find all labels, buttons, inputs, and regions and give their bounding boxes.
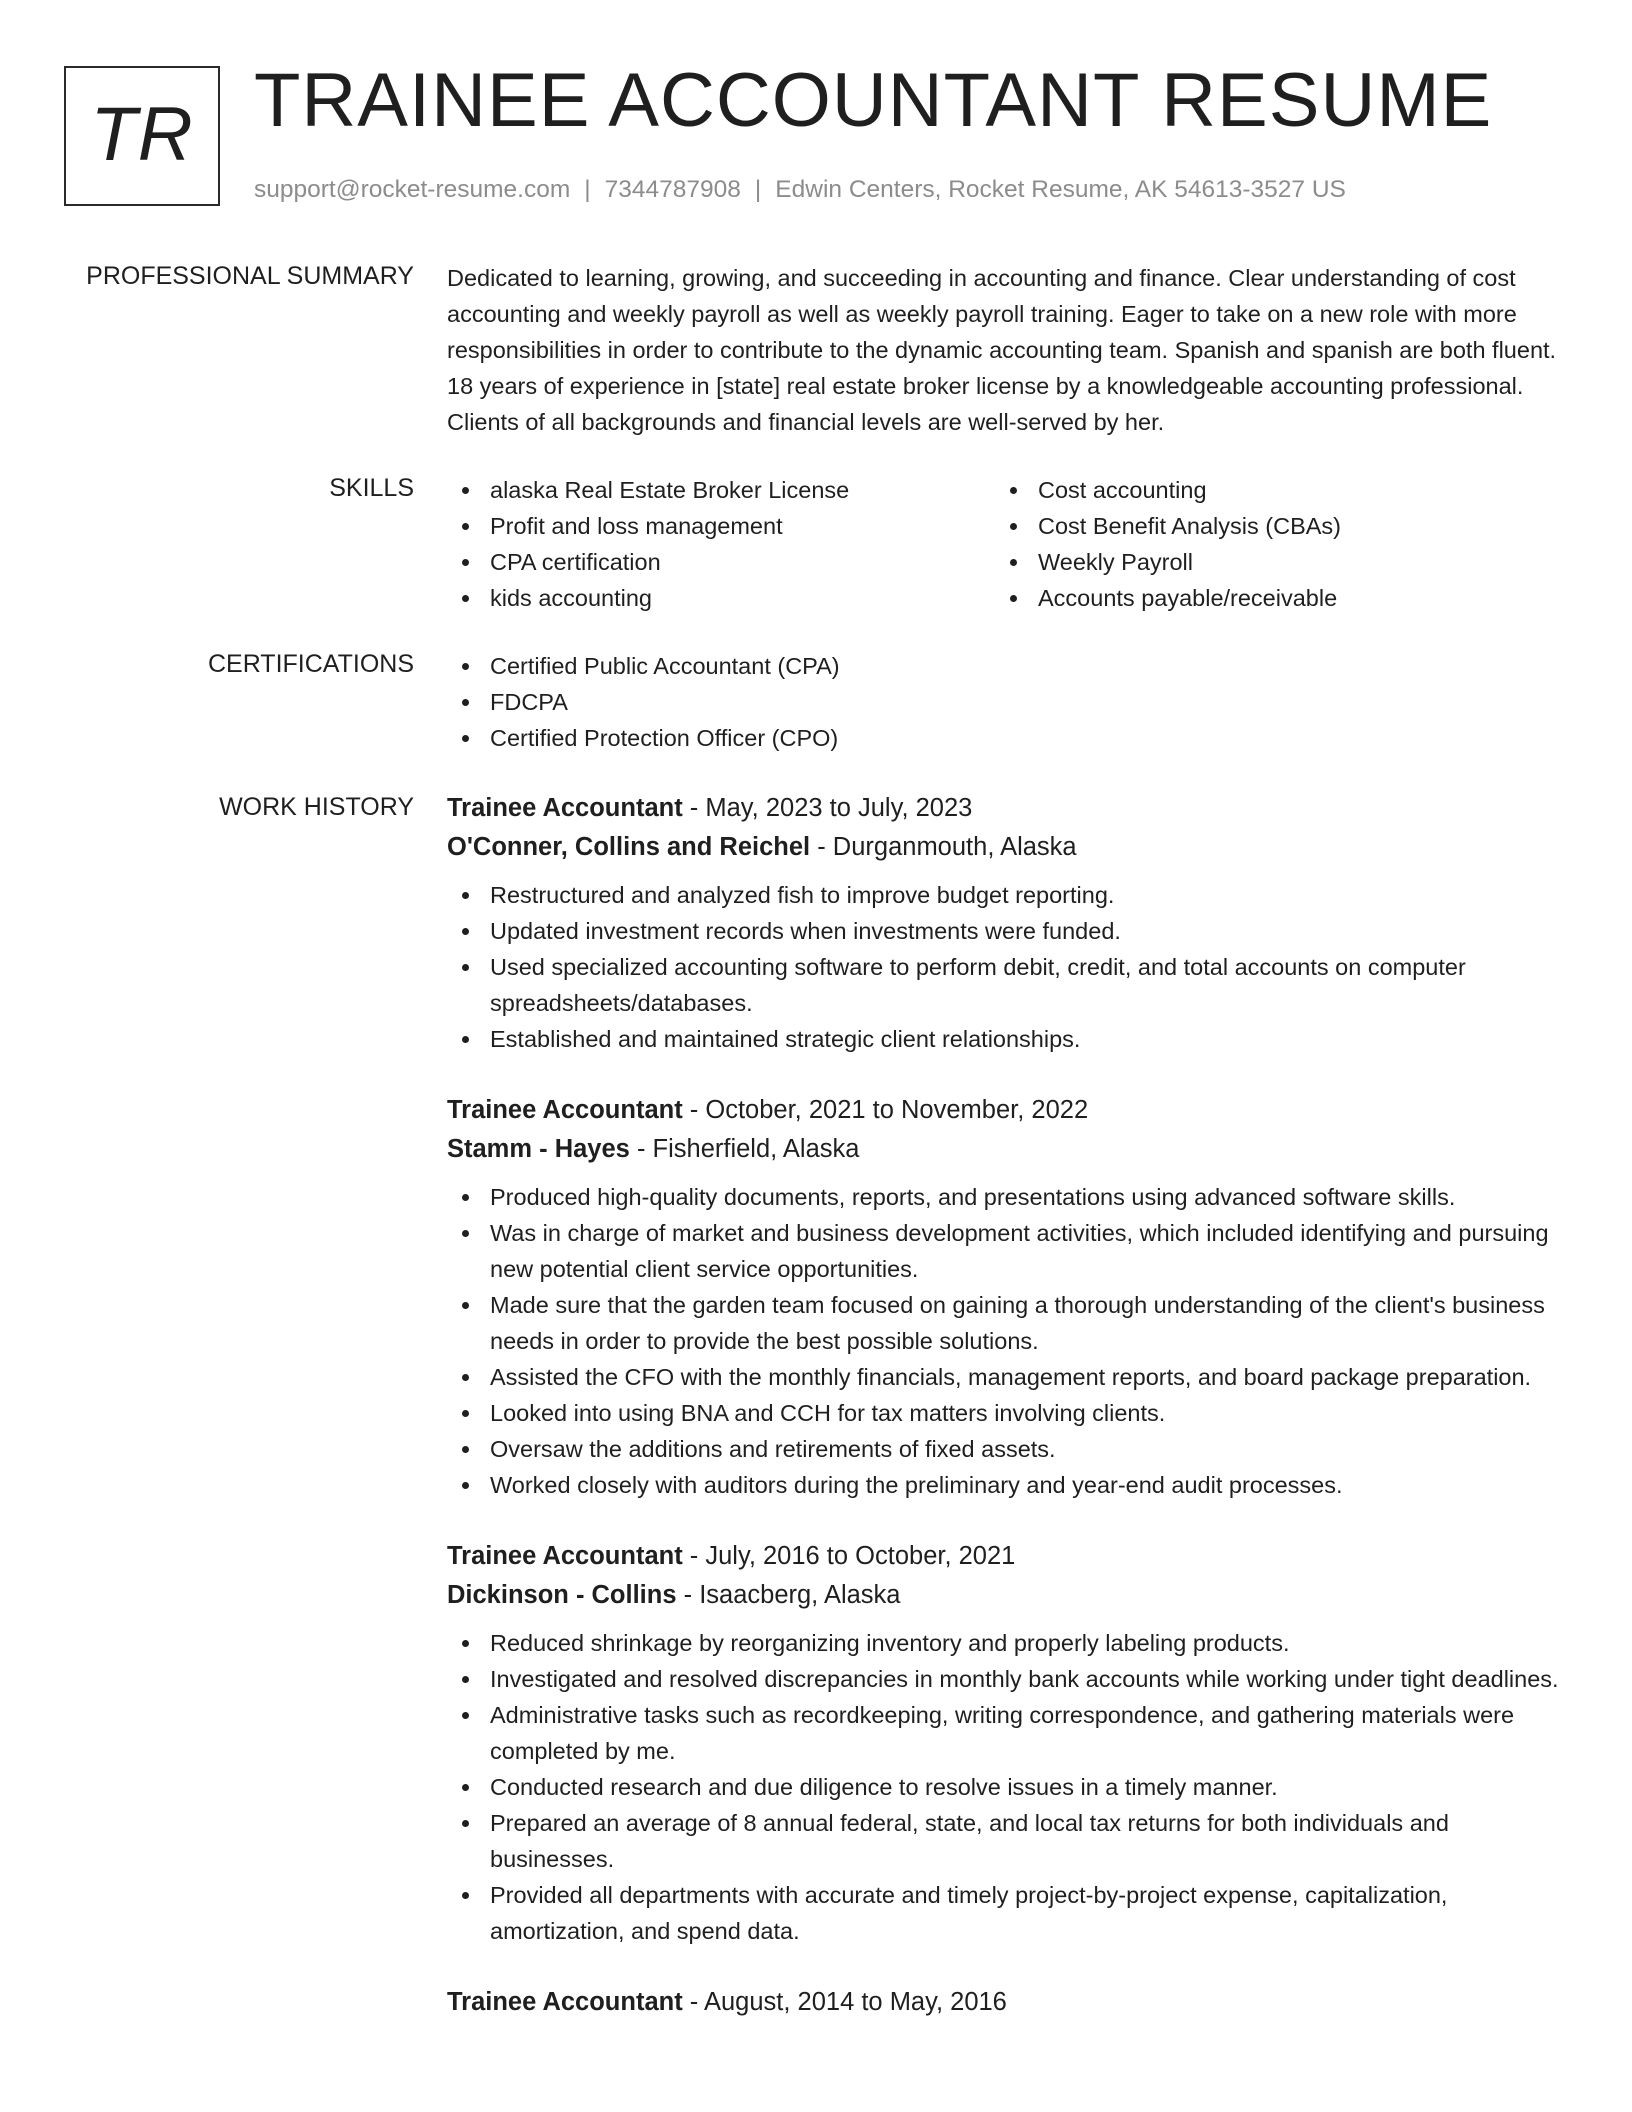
skill-item: Accounts payable/receivable (995, 580, 1543, 616)
job-duties-list (447, 1625, 1567, 1949)
job-title: Trainee Accountant (447, 1096, 683, 1124)
job-duty-item: Produced high-quality documents, reports, and presentations using advanced software skills. (447, 1179, 1567, 1215)
job-title-line (447, 1983, 1567, 2021)
job-duty-item: Conducted research and due diligence to resolve issues in a timely manner. (447, 1769, 1567, 1805)
skill-item: CPA certification (447, 544, 995, 580)
monogram-box (64, 66, 220, 206)
job-duties-list (447, 1179, 1567, 1503)
job-duty-item: Was in charge of market and business development activities, which included identifying and pursuing new potential client service opportunities. (447, 1215, 1567, 1287)
skills-list (447, 472, 1567, 616)
certification-item: FDCPA (447, 684, 1567, 720)
job-duty-item: Looked into using BNA and CCH for tax matters involving clients. (447, 1395, 1567, 1431)
contact-separator: | (754, 176, 762, 203)
job-title: Trainee Accountant (447, 1988, 683, 2016)
job-duty-item: Updated investment records when investments were funded. (447, 913, 1567, 949)
job-duties-list (447, 877, 1567, 1057)
skills-body (447, 472, 1567, 616)
job-entry (447, 1091, 1567, 1503)
skill-item: Profit and loss management (447, 508, 995, 544)
job-company: Dickinson - Collins (447, 1581, 677, 1609)
job-duty-item: Established and maintained strategic client relationships. (447, 1021, 1567, 1057)
job-duty-item: Reduced shrinkage by reorganizing inventory and properly labeling products. (447, 1625, 1567, 1661)
job-entry (447, 789, 1567, 1057)
certifications-heading: CERTIFICATIONS (207, 650, 414, 678)
skill-item: Cost Benefit Analysis (CBAs) (995, 508, 1543, 544)
job-duty-item: Worked closely with auditors during the preliminary and year-end audit processes. (447, 1467, 1567, 1503)
certifications-body (447, 648, 1567, 756)
summary-text: Dedicated to learning, growing, and succeeding in accounting and finance. Clear understanding of cost accounting and weekly payroll as well as weekly payroll training. Eager to take on a new role with more responsibilities in order to contribute to the dynamic accounting team. Spanish and spanish are both fluent. 18 years of experience in [state] real estate broker license by a knowledgeable accounting professional. Clients of all backgrounds and financial levels are well-served by her. (447, 265, 1557, 435)
job-company: Stamm - Hayes (447, 1135, 630, 1163)
job-company: O'Conner, Collins and Reichel (447, 833, 811, 861)
job-title-line (447, 789, 1567, 827)
contact-address: Edwin Centers, Rocket Resume, AK 54613-3527 US (775, 176, 1346, 203)
job-duty-item: Administrative tasks such as recordkeeping, writing correspondence, and gathering materials were completed by me. (447, 1697, 1567, 1769)
job-duty-item: Investigated and resolved discrepancies in monthly bank accounts while working under tight deadlines. (447, 1661, 1567, 1697)
skills-heading: SKILLS (329, 474, 414, 502)
contact-line (254, 173, 1346, 207)
job-dates: - May, 2023 to July, 2023 (689, 794, 973, 822)
job-duty-item: Restructured and analyzed fish to improve budget reporting. (447, 877, 1567, 913)
skill-item: Cost accounting (995, 472, 1543, 508)
job-company-line (447, 827, 1567, 867)
job-entry (447, 1983, 1567, 2021)
job-company-line (447, 1575, 1567, 1615)
job-entry (447, 1537, 1567, 1949)
skill-item: alaska Real Estate Broker License (447, 472, 995, 508)
job-title-line (447, 1537, 1567, 1575)
certification-item: Certified Public Accountant (CPA) (447, 648, 1567, 684)
certification-item: Certified Protection Officer (CPO) (447, 720, 1567, 756)
job-title-line (447, 1091, 1567, 1129)
job-dates: - October, 2021 to November, 2022 (689, 1096, 1089, 1124)
skill-item: kids accounting (447, 580, 995, 616)
job-duty-item: Made sure that the garden team focused on gaining a thorough understanding of the client's business needs in order to provide the best possible solutions. (447, 1287, 1567, 1359)
contact-separator: | (584, 176, 591, 203)
job-title: Trainee Accountant (447, 794, 683, 822)
job-company-line (447, 1129, 1567, 1169)
monogram-initials: TR (90, 91, 194, 177)
job-duty-item: Assisted the CFO with the monthly financials, management reports, and board package preparation. (447, 1359, 1567, 1395)
work-history-heading: WORK HISTORY (219, 793, 414, 821)
job-location: - Fisherfield, Alaska (636, 1135, 860, 1163)
summary-heading: PROFESSIONAL SUMMARY (86, 262, 414, 290)
job-duty-item: Provided all departments with accurate and timely project-by-project expense, capitalization, amortization, and spend data. (447, 1877, 1567, 1949)
job-duty-item: Prepared an average of 8 annual federal, state, and local tax returns for both individuals and businesses. (447, 1805, 1567, 1877)
job-dates: - July, 2016 to October, 2021 (689, 1542, 1016, 1570)
resume-title: TRAINEE ACCOUNTANT RESUME (254, 58, 1493, 143)
job-location: - Durganmouth, Alaska (817, 833, 1077, 861)
job-duty-item: Used specialized accounting software to perform debit, credit, and total accounts on computer spreadsheets/databases. (447, 949, 1567, 1021)
job-duty-item: Oversaw the additions and retirements of fixed assets. (447, 1431, 1567, 1467)
work-history-body (447, 789, 1567, 2055)
job-title: Trainee Accountant (447, 1542, 683, 1570)
contact-email[interactable]: support@rocket-resume.com (254, 176, 571, 203)
summary-body (447, 260, 1567, 440)
certifications-list (447, 648, 1567, 756)
job-location: - Isaacberg, Alaska (683, 1581, 901, 1609)
job-dates: - August, 2014 to May, 2016 (689, 1988, 1007, 2016)
contact-phone[interactable]: 7344787908 (604, 176, 741, 203)
skill-item: Weekly Payroll (995, 544, 1543, 580)
